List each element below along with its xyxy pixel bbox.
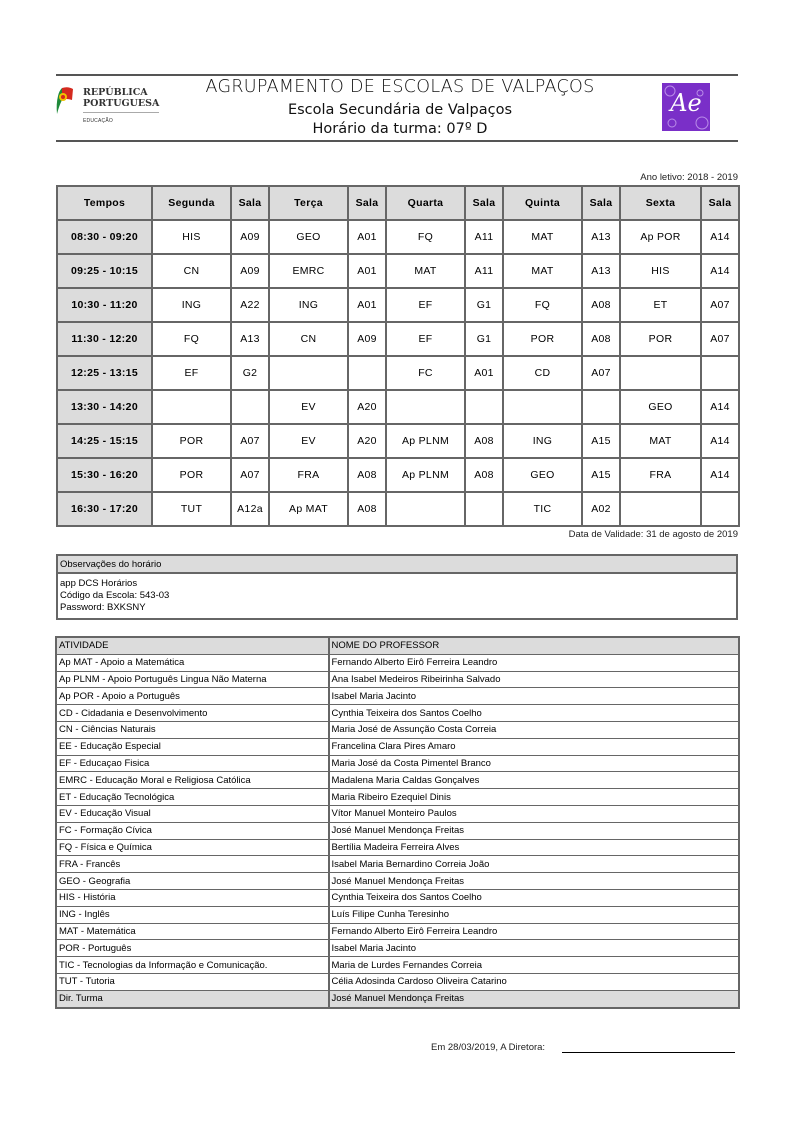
subject-cell: EV [269,424,348,458]
room-cell: A13 [582,254,620,288]
subject-cell: ING [269,288,348,322]
prof-header-row [57,638,739,655]
class-label: Horário da turma: 07º D [312,121,488,137]
professor-cell: Francelina Clara Pires Amaro [329,738,739,755]
table-row [57,671,739,688]
room-cell: A08 [582,322,620,356]
col-header: Quinta [503,186,582,220]
room-cell: A13 [582,220,620,254]
room-cell: A20 [348,390,386,424]
subject-cell: POR [620,322,701,356]
dir-turma-name: José Manuel Mendonça Freitas [329,990,739,1007]
atividade-cell: FRA - Francês [57,856,329,873]
subject-cell: Ap MAT [269,492,348,526]
portugal-flag-icon [56,86,74,116]
subject-cell [152,390,231,424]
room-cell: A14 [701,254,739,288]
atividade-cell: TUT - Tutoria [57,973,329,990]
professor-cell: Isabel Maria Bernardino Correia João [329,856,739,873]
school-logo [662,83,710,131]
atividade-cell: GEO - Geografia [57,873,329,890]
dir-turma-label: Dir. Turma [57,990,329,1007]
subject-cell: MAT [503,220,582,254]
page-title: AGRUPAMENTO DE ESCOLAS DE VALPAÇOS [205,77,595,97]
professor-cell: Maria de Lurdes Fernandes Correia [329,957,739,974]
professor-cell: Maria José de Assunção Costa Correia [329,721,739,738]
room-cell: A02 [582,492,620,526]
subject-cell: FQ [503,288,582,322]
table-row [57,789,739,806]
atividade-cell: Ap PLNM - Apoio Português Lingua Não Materna [57,671,329,688]
subject-cell: Ap PLNM [386,424,465,458]
room-cell: A14 [701,390,739,424]
professor-cell: Fernando Alberto Eirô Ferreira Leandro [329,923,739,940]
room-cell: A14 [701,424,739,458]
room-cell: G2 [231,356,269,390]
room-cell: A07 [231,458,269,492]
room-cell: A13 [231,322,269,356]
col-header-professor: NOME DO PROFESSOR [329,638,739,655]
room-cell: A08 [465,424,503,458]
professores-table [56,637,739,1008]
schedule-row [57,220,739,254]
professor-cell: Bertília Madeira Ferreira Alves [329,839,739,856]
subject-cell: MAT [620,424,701,458]
col-header: Terça [269,186,348,220]
subject-cell: GEO [269,220,348,254]
room-cell: A14 [701,458,739,492]
col-header: Tempos [57,186,152,220]
col-header: Sala [701,186,739,220]
col-header-atividade: ATIVIDADE [57,638,329,655]
subject-cell: HIS [620,254,701,288]
atividade-cell: EMRC - Educação Moral e Religiosa Católica [57,772,329,789]
schedule-row [57,254,739,288]
subject-cell: EF [386,322,465,356]
room-cell [582,390,620,424]
professor-cell: Maria José da Costa Pimentel Branco [329,755,739,772]
subject-cell: CN [269,322,348,356]
subject-cell: EMRC [269,254,348,288]
table-row [57,906,739,923]
subject-cell: TUT [152,492,231,526]
atividade-cell: CN - Ciências Naturais [57,721,329,738]
time-slot: 08:30 - 09:20 [57,220,152,254]
time-slot: 11:30 - 12:20 [57,322,152,356]
subject-cell: POR [152,458,231,492]
school-logo-text: Ae [670,89,702,117]
table-row [57,654,739,671]
room-cell: A15 [582,424,620,458]
room-cell: A01 [348,254,386,288]
logo-subtext: EDUCAÇÃO [83,118,113,124]
professor-cell: Luís Filipe Cunha Teresinho [329,906,739,923]
atividade-cell: EF - Educaçao Fisica [57,755,329,772]
subject-cell: ING [152,288,231,322]
schedule-header-row [57,186,739,220]
col-header: Quarta [386,186,465,220]
obs-line: Password: BXKSNY [60,602,146,613]
schedule-row [57,322,739,356]
obs-line: app DCS Horários [60,578,138,589]
atividade-cell: Ap MAT - Apoio a Matemática [57,654,329,671]
col-header: Sala [231,186,269,220]
subject-cell [269,356,348,390]
subject-cell: CD [503,356,582,390]
atividade-cell: EE - Educação Especial [57,738,329,755]
atividade-cell: TIC - Tecnologias da Informação e Comunicação. [57,957,329,974]
professor-cell: Maria Ribeiro Ezequiel Dinis [329,789,739,806]
subject-cell: ET [620,288,701,322]
dir-turma-row [57,990,739,1007]
atividade-cell: CD - Cidadania e Desenvolvimento [57,705,329,722]
schedule-row [57,458,739,492]
atividade-cell: ING - Inglês [57,906,329,923]
atividade-cell: Ap POR - Apoio a Português [57,688,329,705]
col-header: Sala [582,186,620,220]
room-cell: A14 [701,220,739,254]
subject-cell: FC [386,356,465,390]
time-slot: 09:25 - 10:15 [57,254,152,288]
room-cell: A09 [231,254,269,288]
schedule-row [57,492,739,526]
observacoes-box [56,554,738,620]
professor-cell: Vítor Manuel Monteiro Paulos [329,805,739,822]
atividade-cell: FQ - Física e Química [57,839,329,856]
room-cell [465,492,503,526]
professor-cell: José Manuel Mendonça Freitas [329,822,739,839]
professor-cell: Ana Isabel Medeiros Ribeirinha Salvado [329,671,739,688]
schedule-row [57,390,739,424]
table-row [57,940,739,957]
header-bottom-rule [56,140,738,142]
room-cell: A01 [465,356,503,390]
room-cell: A11 [465,220,503,254]
subject-cell: EF [152,356,231,390]
subject-cell: POR [152,424,231,458]
professor-cell: Célia Adosinda Cardoso Oliveira Catarino [329,973,739,990]
subject-cell [503,390,582,424]
professor-cell: Cynthia Teixeira dos Santos Coelho [329,705,739,722]
data-validade: Data de Validade: 31 de agosto de 2019 [568,529,738,540]
school-name: Escola Secundária de Valpaços [287,102,513,118]
table-row [57,721,739,738]
time-slot: 15:30 - 16:20 [57,458,152,492]
professor-cell: José Manuel Mendonça Freitas [329,873,739,890]
table-row [57,839,739,856]
time-slot: 12:25 - 13:15 [57,356,152,390]
room-cell: A08 [348,458,386,492]
table-row [57,957,739,974]
subject-cell [386,390,465,424]
professor-cell: Fernando Alberto Eirô Ferreira Leandro [329,654,739,671]
room-cell: A08 [465,458,503,492]
subject-cell: POR [503,322,582,356]
subject-cell: TIC [503,492,582,526]
atividade-cell: ET - Educação Tecnológica [57,789,329,806]
obs-line: Código da Escola: 543-03 [60,590,170,601]
table-row [57,973,739,990]
room-cell: A07 [231,424,269,458]
signature-line [562,1052,735,1053]
subject-cell: GEO [503,458,582,492]
room-cell: A01 [348,288,386,322]
time-slot: 14:25 - 15:15 [57,424,152,458]
observacoes-body [58,574,736,618]
table-row [57,822,739,839]
room-cell: A20 [348,424,386,458]
atividade-cell: FC - Formação Cívica [57,822,329,839]
room-cell: A09 [348,322,386,356]
room-cell [348,356,386,390]
col-header: Sexta [620,186,701,220]
schedule-row [57,356,739,390]
time-slot: 16:30 - 17:20 [57,492,152,526]
ano-letivo: Ano letivo: 2018 - 2019 [640,172,738,183]
room-cell: A07 [701,322,739,356]
table-row [57,856,739,873]
room-cell: A08 [348,492,386,526]
room-cell: A15 [582,458,620,492]
room-cell: G1 [465,288,503,322]
top-rule [56,74,738,76]
subject-cell: HIS [152,220,231,254]
schedule-table [56,185,740,527]
room-cell: A09 [231,220,269,254]
table-row [57,738,739,755]
signature-label: Em 28/03/2019, A Diretora: [431,1042,546,1053]
subject-cell: FQ [386,220,465,254]
atividade-cell: HIS - História [57,889,329,906]
subject-cell: GEO [620,390,701,424]
observacoes-title: Observações do horário [58,556,736,574]
logo-text: REPÚBLICA PORTUGUESA [83,87,160,109]
subject-cell: MAT [386,254,465,288]
room-cell [701,356,739,390]
schedule-row [57,424,739,458]
room-cell: A07 [582,356,620,390]
subject-cell: CN [152,254,231,288]
col-header: Sala [465,186,503,220]
room-cell: G1 [465,322,503,356]
subject-cell [620,492,701,526]
time-slot: 10:30 - 11:20 [57,288,152,322]
subject-cell: ING [503,424,582,458]
professor-cell: Madalena Maria Caldas Gonçalves [329,772,739,789]
atividade-cell: POR - Português [57,940,329,957]
room-cell [465,390,503,424]
professor-cell: Isabel Maria Jacinto [329,688,739,705]
col-header: Segunda [152,186,231,220]
professor-cell: Isabel Maria Jacinto [329,940,739,957]
atividade-cell: MAT - Matemática [57,923,329,940]
subject-cell: EV [269,390,348,424]
table-row [57,873,739,890]
subject-cell: Ap POR [620,220,701,254]
professor-cell: Cynthia Teixeira dos Santos Coelho [329,889,739,906]
table-row [57,755,739,772]
room-cell [231,390,269,424]
table-row [57,805,739,822]
time-slot: 13:30 - 14:20 [57,390,152,424]
table-row [57,688,739,705]
subject-cell: EF [386,288,465,322]
col-header: Sala [348,186,386,220]
room-cell: A01 [348,220,386,254]
table-row [57,705,739,722]
table-row [57,923,739,940]
room-cell: A07 [701,288,739,322]
room-cell: A08 [582,288,620,322]
atividade-cell: EV - Educação Visual [57,805,329,822]
subject-cell [386,492,465,526]
subject-cell: MAT [503,254,582,288]
room-cell: A11 [465,254,503,288]
schedule-row [57,288,739,322]
room-cell [701,492,739,526]
subject-cell: FQ [152,322,231,356]
room-cell: A12a [231,492,269,526]
subject-cell [620,356,701,390]
subject-cell: Ap PLNM [386,458,465,492]
logo-divider [83,112,159,113]
table-row [57,772,739,789]
room-cell: A22 [231,288,269,322]
subject-cell: FRA [620,458,701,492]
subject-cell: FRA [269,458,348,492]
table-row [57,889,739,906]
